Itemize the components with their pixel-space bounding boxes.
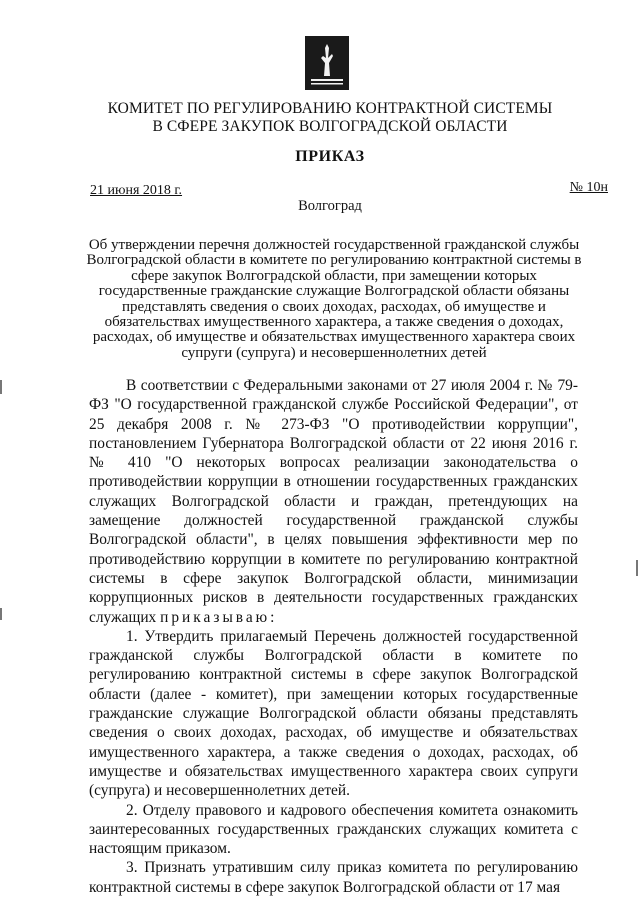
scan-margin-mark: [0, 380, 2, 394]
document-title: Об утверждении перечня должностей государственной гражданской службы Волгоградской области в комитете по регулированию контрактной системы в сфере закупок Волгоградской области, при замещении которых государственные гражданские служащие Волгоградской области обязаны представлять сведения о своих доходах, расходах, об имуществе и обязательствах имущественного характера, а также сведения о доходах, расходах, об имуществе и обязательствах имущественного характера своих супруги (супруга) и несовершеннолетних детей: [86, 237, 582, 361]
document-type: ПРИКАЗ: [295, 148, 365, 165]
document-body: [89, 376, 578, 897]
item-1-paragraph: 1. Утвердить прилагаемый Перечень должностей государственной гражданской службы Волгоградской области в комитете по регулированию контрактной системы в сфере закупок Волгоградской области (далее - комитет), при замещении которых государственные гражданские служащие Волгоградской области обязаны представлять сведения о своих доходах, расходах, об имуществе и обязательствах имущественного характера, а также сведения о доходах, расходах, об имуществе и обязательствах имущественного характера своих супруги (супруга) и несовершеннолетних детей.: [89, 627, 578, 800]
item-3-paragraph: 3. Признать утратившим силу приказ комитета по регулированию контрактной системы в сфере закупок Волгоградской области от 17 мая: [89, 859, 578, 896]
document-number: № 10н: [569, 180, 608, 195]
preamble-text: В соответствии с Федеральными законами от 27 июля 2004 г. № 79-ФЗ "О государственной гражданской службе Российской Федерации", от 25 декабря 2008 г. № 273-ФЗ "О противодействии коррупции", постановлением Губернатора Волгоградской области от 22 июня 2016 г. № 410 "О некоторых вопросах реализации законодательства о противодействии коррупции в отношении государственных гражданских служащих Волгоградской области и граждан, претендующих на замещение должностей государственной гражданской службы Волгоградской области", в целях повышения эффективности мер по противодействию коррупции в комитете по регулированию контрактной системы в сфере закупок Волгоградской области, минимизации коррупционных рисков в деятельности государственных гражданских служащих: [89, 377, 578, 626]
scan-margin-mark: [636, 560, 638, 576]
preamble-paragraph: [89, 376, 578, 627]
committee-name: [60, 100, 600, 136]
item-2-paragraph: 2. Отделу правового и кадрового обеспечения комитета ознакомить заинтересованных государственных гражданских служащих комитета с настоящим приказом.: [89, 801, 578, 858]
committee-name-line-1: КОМИТЕТ ПО РЕГУЛИРОВАНИЮ КОНТРАКТНОЙ СИСТЕМЫ: [107, 100, 553, 117]
scan-margin-mark: [0, 608, 2, 620]
document-date: 21 июня 2018 г.: [90, 183, 183, 198]
volgograd-coat-of-arms-icon: [305, 36, 349, 90]
committee-name-line-2: В СФЕРЕ ЗАКУПОК ВОЛГОГРАДСКОЙ ОБЛАСТИ: [152, 118, 508, 135]
order-word: приказываю:: [160, 608, 278, 626]
document-city: Волгоград: [298, 198, 362, 214]
